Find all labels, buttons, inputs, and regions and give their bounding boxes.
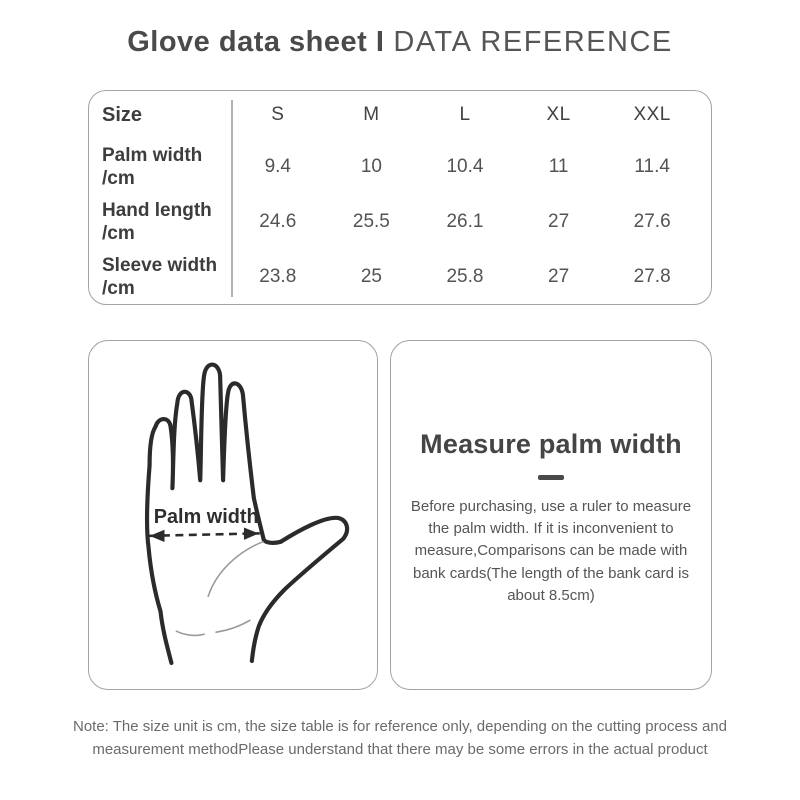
cell-value: 10.4 — [446, 155, 484, 177]
size-header-values — [231, 104, 711, 126]
page-title — [0, 26, 800, 59]
measure-instructions: Before purchasing, use a ruler to measure the palm width. If it is inconvenient to measure,Comparisons can be made with bank cards(The length of the bank card is about 8.5cm) — [410, 498, 692, 604]
dash-divider — [538, 475, 564, 480]
table-row-palm-width — [89, 139, 711, 194]
hand-illustration — [89, 341, 377, 689]
table-row-sleeve-width — [89, 249, 711, 304]
size-col-xl: XL — [546, 104, 571, 125]
row-label — [89, 199, 231, 245]
cell-value: 11.4 — [634, 155, 670, 177]
cell-value: 23.8 — [259, 265, 297, 287]
row-label-unit: /cm — [102, 222, 135, 244]
size-header-label: Size — [102, 103, 143, 126]
cell-value: 27.8 — [633, 265, 671, 287]
cell-value: 27 — [548, 210, 570, 232]
size-table-card — [88, 90, 712, 305]
row-values — [231, 156, 711, 178]
cell-value: 9.4 — [264, 155, 291, 177]
row-label-text: Sleeve width — [102, 254, 218, 276]
row-label-text: Palm width — [102, 144, 203, 166]
cell-value: 11 — [548, 155, 569, 177]
row-label-unit: /cm — [102, 167, 135, 189]
footnote: Note: The size unit is cm, the size table is for reference only, depending on the cutting process and measurement methodPlease understand that there may be some errors in the actual product — [73, 718, 727, 758]
table-header-row — [89, 91, 711, 139]
palm-width-label: Palm width — [153, 505, 259, 528]
cell-value: 25.5 — [352, 210, 390, 232]
size-col-l: L — [459, 104, 471, 125]
row-values — [231, 211, 711, 233]
row-values — [231, 266, 711, 288]
row-label-unit: /cm — [102, 277, 135, 299]
measure-panel-card — [390, 340, 712, 690]
size-col-m: M — [363, 104, 380, 125]
row-label-text: Hand length — [102, 199, 212, 221]
cell-value: 27 — [548, 265, 570, 287]
cell-value: 25.8 — [446, 265, 484, 287]
row-label — [89, 144, 231, 190]
cell-value: 27.6 — [633, 210, 671, 232]
size-table — [89, 91, 711, 304]
measure-heading: Measure palm width — [420, 429, 682, 459]
size-col-s: S — [271, 104, 285, 125]
row-label — [89, 254, 231, 300]
palm-width-diagram-card — [88, 340, 378, 690]
cell-value: 10 — [360, 155, 382, 177]
cell-value: 26.1 — [446, 210, 484, 232]
table-row-hand-length — [89, 194, 711, 249]
page-title-main: Glove data sheet I — [127, 26, 385, 58]
cell-value: 24.6 — [259, 210, 297, 232]
cell-value: 25 — [360, 265, 382, 287]
size-col-xxl: XXL — [633, 104, 671, 125]
page-title-sub: DATA REFERENCE — [393, 26, 673, 58]
